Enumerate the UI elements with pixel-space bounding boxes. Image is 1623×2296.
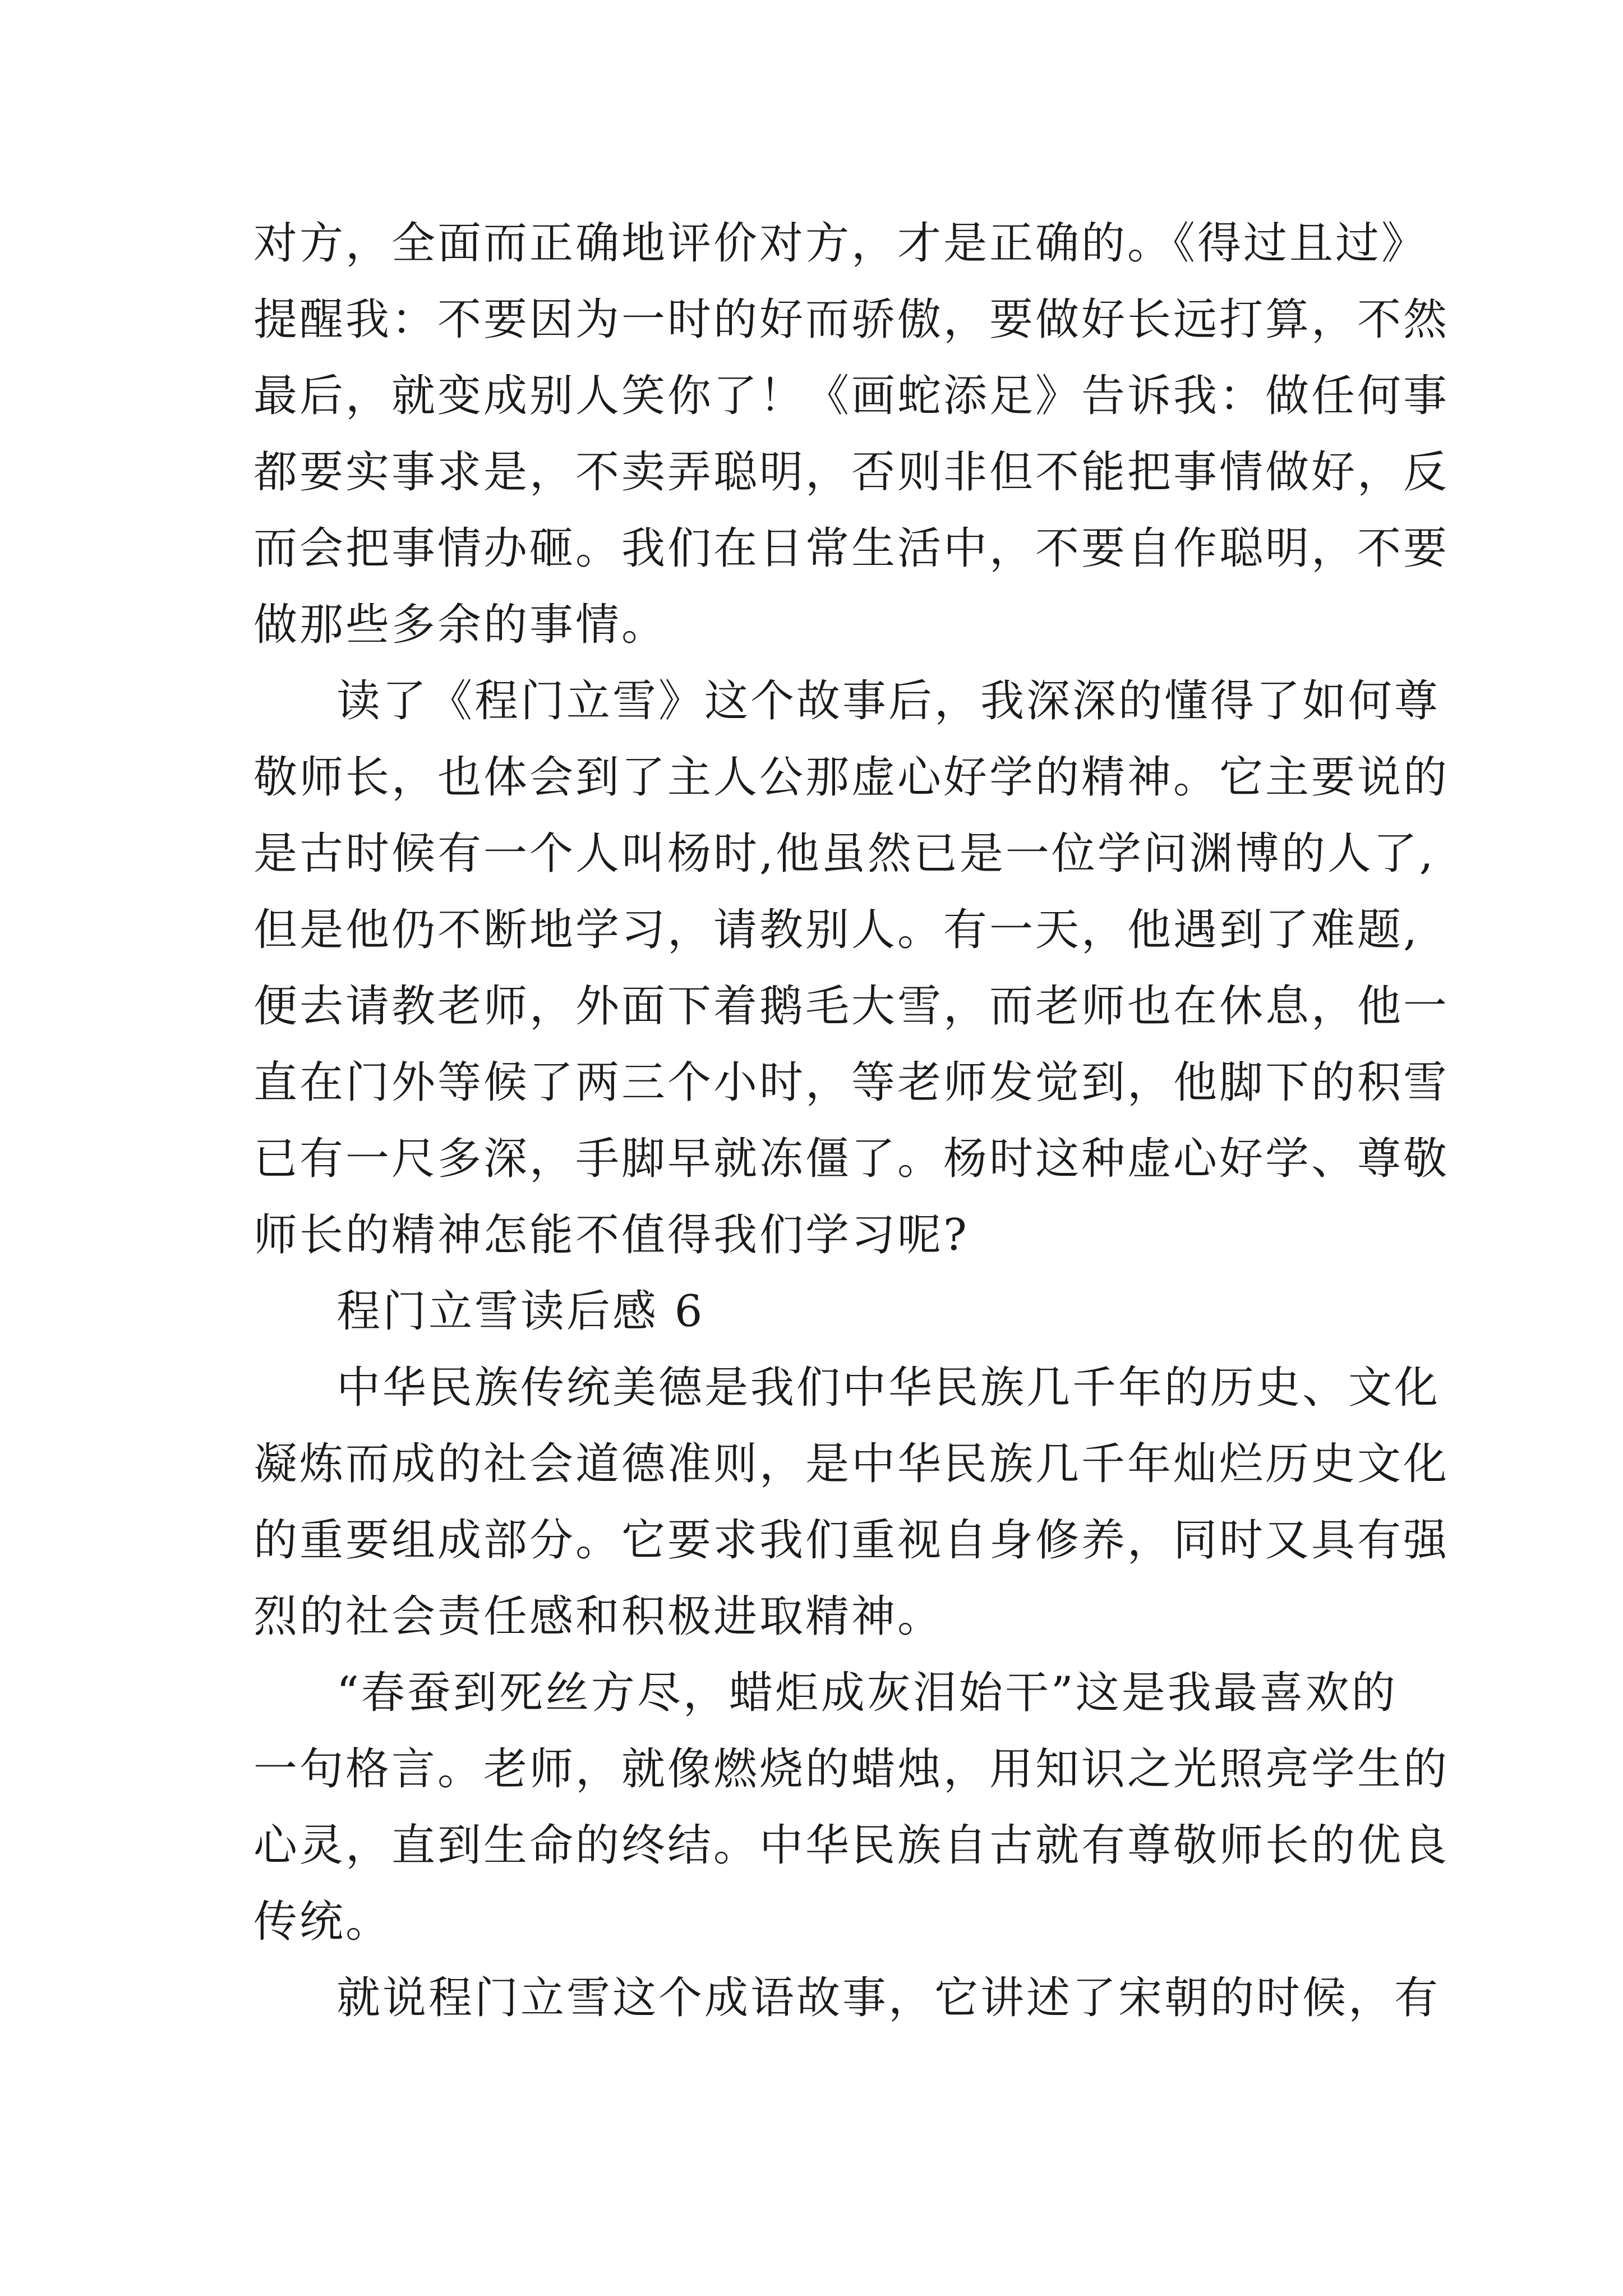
text-line: 做那些多余的事情。	[253, 600, 668, 650]
text-line: 直在门外等候了两三个小时，等老师发觉到，他脚下的积雪	[253, 1057, 1450, 1108]
paragraph-start: 读了《程门立雪》这个故事后，我深深的懂得了如何尊	[336, 676, 1441, 726]
paragraph-start: 就说程门立雪这个成语故事，它讲述了宋朝的时候，有	[336, 1973, 1441, 2023]
text-line: 师长的精神怎能不值得我们学习呢?	[253, 1210, 969, 1260]
text-line: 便去请教老师，外面下着鹅毛大雪，而老师也在休息，他一	[253, 981, 1450, 1032]
text-line: 提醒我：不要因为一时的好而骄傲，要做好长远打算，不然	[253, 295, 1450, 345]
text-line: 而会把事情办砸。我们在日常生活中，不要自作聪明，不要	[253, 523, 1450, 574]
text-line: 已有一尺多深，手脚早就冻僵了。杨时这种虚心好学、尊敬	[253, 1134, 1450, 1184]
text-line: 一句格言。老师，就像燃烧的蜡烛，用知识之光照亮学生的	[253, 1744, 1450, 1795]
text-line: 但是他仍不断地学习，请教别人。有一天，他遇到了难题,	[253, 905, 1419, 955]
text-line: 心灵，直到生命的终结。中华民族自古就有尊敬师长的优良	[253, 1820, 1450, 1871]
section-heading: 程门立雪读后感 6	[336, 1286, 705, 1337]
text-line: 是古时候有一个人叫杨时,他虽然已是一位学问渊博的人了,	[253, 829, 1436, 879]
text-line: 凝炼而成的社会道德准则，是中华民族几千年灿烂历史文化	[253, 1439, 1450, 1489]
paragraph-start: “春蚕到死丝方尽，蜡炬成灰泪始干”这是我最喜欢的	[336, 1668, 1398, 1718]
text-line: 的重要组成部分。它要求我们重视自身修养，同时又具有强	[253, 1515, 1450, 1566]
text-line: 传统。	[253, 1897, 392, 1947]
paragraph-start: 中华民族传统美德是我们中华民族几千年的历史、文化	[336, 1363, 1441, 1413]
text-line: 敬师长，也体会到了主人公那虚心好学的精神。它主要说的	[253, 752, 1450, 803]
text-line: 对方，全面而正确地评价对方，才是正确的。《得过且过》	[253, 218, 1428, 269]
text-line: 最后，就变成别人笑你了！《画蛇添足》告诉我：做任何事	[253, 371, 1450, 421]
text-line: 都要实事求是，不卖弄聪明，否则非但不能把事情做好，反	[253, 447, 1450, 498]
text-line: 烈的社会责任感和积极进取精神。	[253, 1591, 944, 1642]
